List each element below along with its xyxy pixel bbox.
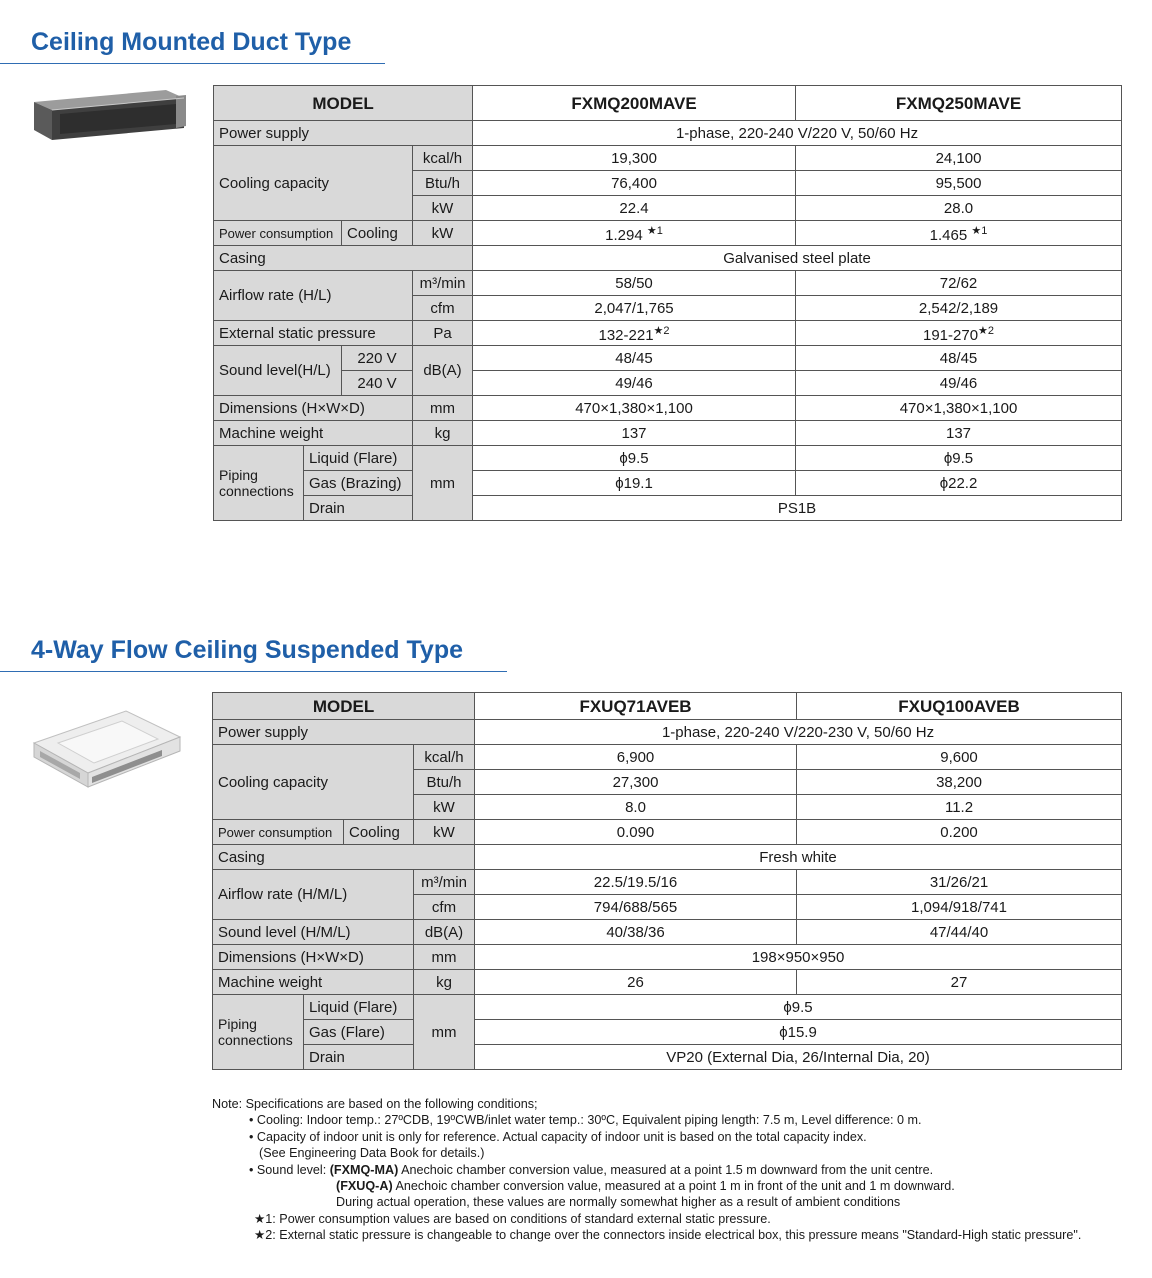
table-row-airflow-m3 [213, 870, 1122, 895]
section-title-suspended: 4-Way Flow Ceiling Suspended Type [31, 636, 463, 664]
cell-value: 1.294 $^{★1}$ [473, 221, 796, 246]
row-sublabel: 220 V [342, 346, 413, 371]
title-underline [0, 63, 385, 64]
note-capacity: • Capacity of indoor unit is only for reference. Actual capacity of indoor unit is based on the total capacity index. [249, 1129, 867, 1144]
cell-value: 49/46 [796, 371, 1122, 396]
unit-label: Pa [413, 321, 473, 346]
cell-value: 95,500 [796, 171, 1122, 196]
unit-label: cfm [414, 895, 475, 920]
table-row-power-supply [214, 121, 1122, 146]
cell-value: 1-phase, 220-240 V/220-230 V, 50/60 Hz [475, 720, 1122, 745]
unit-label: kW [413, 221, 473, 246]
row-label: Sound level(H/L) [214, 346, 342, 396]
row-sublabel: Gas (Brazing) [304, 471, 413, 496]
model-name: FXUQ71AVEB [475, 693, 797, 720]
cell-value: ϕ9.5 [473, 446, 796, 471]
table-row-airflow-m3 [214, 271, 1122, 296]
cell-value: 22.5/19.5/16 [475, 870, 797, 895]
cell-value: 31/26/21 [797, 870, 1122, 895]
cell-value: 22.4 [473, 196, 796, 221]
unit-label: kg [414, 970, 475, 995]
unit-label: mm [414, 995, 475, 1070]
unit-label: kcal/h [413, 146, 473, 171]
row-sublabel: Drain [304, 1045, 414, 1070]
cell-value: 137 [473, 421, 796, 446]
cell-value: 49/46 [473, 371, 796, 396]
cell-value: Galvanised steel plate [473, 246, 1122, 271]
cell-value: 19,300 [473, 146, 796, 171]
suspended-spec-table [212, 692, 1122, 1070]
table-row-power-consumption [214, 221, 1122, 246]
model-name: FXMQ200MAVE [473, 86, 796, 121]
cell-value: 1.465 $^{★1}$ [796, 221, 1122, 246]
model-name: FXMQ250MAVE [796, 86, 1122, 121]
row-label: External static pressure [214, 321, 413, 346]
cell-value: 137 [796, 421, 1122, 446]
cell-value: $191-270^{★2}$ [796, 321, 1122, 346]
cell-value: VP20 (External Dia, 26/Internal Dia, 20) [475, 1045, 1122, 1070]
unit-label: cfm [413, 296, 473, 321]
cell-value: ϕ9.5 [796, 446, 1122, 471]
cell-value: 40/38/36 [475, 920, 797, 945]
cell-value: PS1B [473, 496, 1122, 521]
row-sublabel: Gas (Flare) [304, 1020, 414, 1045]
table-row-dimensions [214, 396, 1122, 421]
cell-value: 26 [475, 970, 797, 995]
table-row-model [213, 693, 1122, 720]
row-label: Piping connections [213, 995, 304, 1070]
note-sound-fxuq: (FXUQ-A) Anechoic chamber conversion value, measured at a point 1 m in front of the unit and 1 m downward. [336, 1179, 955, 1194]
footnote-mark: ★1 [646, 224, 663, 237]
table-row-piping-gas [213, 1020, 1122, 1045]
table-row-piping-gas [214, 471, 1122, 496]
table-row-esp [214, 321, 1122, 346]
cell-value: 794/688/565 [475, 895, 797, 920]
row-sublabel: Drain [304, 496, 413, 521]
table-row-dimensions [213, 945, 1122, 970]
cell-value: ϕ15.9 [475, 1020, 1122, 1045]
table-row-sound [213, 920, 1122, 945]
cell-value: 38,200 [797, 770, 1122, 795]
unit-label: Btu/h [414, 770, 475, 795]
title-underline [0, 671, 507, 672]
row-sublabel: Cooling [342, 221, 413, 246]
row-label: Power supply [213, 720, 475, 745]
unit-label: kg [413, 421, 473, 446]
note-capacity-ref: (See Engineering Data Book for details.) [259, 1146, 485, 1161]
cell-value: 470×1,380×1,100 [796, 396, 1122, 421]
row-label: Casing [214, 246, 473, 271]
cell-value: 2,047/1,765 [473, 296, 796, 321]
row-label: Airflow rate (H/M/L) [213, 870, 414, 920]
row-label: Machine weight [213, 970, 414, 995]
cell-value: 11.2 [797, 795, 1122, 820]
row-label: Power supply [214, 121, 473, 146]
cell-value: 72/62 [796, 271, 1122, 296]
table-row-weight [214, 421, 1122, 446]
unit-label: kW [413, 196, 473, 221]
note-cooling: • Cooling: Indoor temp.: 27ºCDB, 19ºCWB/inlet water temp.: 30ºC, Equivalent piping length: 7.5 m, Level difference: 0 m. [249, 1113, 922, 1128]
note-header: Note: Specifications are based on the following conditions; [212, 1097, 538, 1111]
section-title-duct: Ceiling Mounted Duct Type [31, 28, 352, 56]
row-label: Machine weight [214, 421, 413, 446]
unit-label: m³/min [413, 271, 473, 296]
table-row-casing [214, 246, 1122, 271]
cell-value: ϕ22.2 [796, 471, 1122, 496]
table-row-piping-drain [213, 1045, 1122, 1070]
cell-value: 9,600 [797, 745, 1122, 770]
cell-value: 0.200 [797, 820, 1122, 845]
cell-value: 1,094/918/741 [797, 895, 1122, 920]
cell-value: ϕ19.1 [473, 471, 796, 496]
footnote-mark: ★2 [978, 324, 995, 337]
cell-value: 198×950×950 [475, 945, 1122, 970]
cell-value: 48/45 [473, 346, 796, 371]
cell-value: 47/44/40 [797, 920, 1122, 945]
row-sublabel: Liquid (Flare) [304, 995, 414, 1020]
unit-label: mm [413, 446, 473, 521]
cell-value: ϕ9.5 [475, 995, 1122, 1020]
cell-value: $132-221^{★2}$ [473, 321, 796, 346]
cell-value: 27,300 [475, 770, 797, 795]
row-label: Sound level (H/M/L) [213, 920, 414, 945]
model-header: MODEL [214, 86, 473, 121]
model-header: MODEL [213, 693, 475, 720]
row-label: Cooling capacity [213, 745, 414, 820]
footnote-mark: ★2 [653, 324, 670, 337]
row-label: Cooling capacity [214, 146, 413, 221]
note-star1: ★1: Power consumption values are based on conditions of standard external static pressure. [254, 1211, 771, 1226]
table-row-cooling-kcal [214, 146, 1122, 171]
table-row-piping-liquid [213, 995, 1122, 1020]
cell-value: 0.090 [475, 820, 797, 845]
unit-label: kW [414, 795, 475, 820]
cell-value: 24,100 [796, 146, 1122, 171]
table-row-weight [213, 970, 1122, 995]
unit-label: m³/min [414, 870, 475, 895]
unit-label: dB(A) [414, 920, 475, 945]
row-label: Power consumption [213, 820, 344, 845]
table-row-power-consumption [213, 820, 1122, 845]
table-row-piping-liquid [214, 446, 1122, 471]
cell-value: 48/45 [796, 346, 1122, 371]
cell-value: 6,900 [475, 745, 797, 770]
row-sublabel: 240 V [342, 371, 413, 396]
ceiling-suspended-unit-image [30, 707, 182, 789]
cell-value: 470×1,380×1,100 [473, 396, 796, 421]
note-star2: ★2: External static pressure is changeable to change over the connectors inside electrical box, this pressure means "Standard-High static pressure". [254, 1228, 1082, 1243]
duct-unit-image [30, 86, 188, 142]
model-name: FXUQ100AVEB [797, 693, 1122, 720]
unit-label: Btu/h [413, 171, 473, 196]
table-row-sound-220 [214, 346, 1122, 371]
unit-label: dB(A) [413, 346, 473, 396]
unit-label: mm [413, 396, 473, 421]
row-label: Piping connections [214, 446, 304, 521]
cell-value: 8.0 [475, 795, 797, 820]
cell-value: 58/50 [473, 271, 796, 296]
note-sound-fxmq: • Sound level: (FXMQ-MA) Anechoic chamber conversion value, measured at a point 1.5 m downward from the unit centre. [249, 1162, 934, 1177]
table-row-power-supply [213, 720, 1122, 745]
cell-value: Fresh white [475, 845, 1122, 870]
row-label: Airflow rate (H/L) [214, 271, 413, 321]
cell-value: 76,400 [473, 171, 796, 196]
notes-block [212, 1096, 1081, 1244]
duct-spec-table [213, 85, 1122, 521]
row-label: Dimensions (H×W×D) [213, 945, 414, 970]
note-sound-operation: During actual operation, these values are normally somewhat higher as a result of ambient conditions [336, 1195, 901, 1210]
cell-value: 1-phase, 220-240 V/220 V, 50/60 Hz [473, 121, 1122, 146]
row-label: Power consumption [214, 221, 342, 246]
table-row-cooling-kcal [213, 745, 1122, 770]
table-row-piping-drain [214, 496, 1122, 521]
table-row-sound-240 [214, 371, 1122, 396]
unit-label: mm [414, 945, 475, 970]
row-sublabel: Cooling [344, 820, 414, 845]
row-label: Dimensions (H×W×D) [214, 396, 413, 421]
table-row-casing [213, 845, 1122, 870]
cell-value: 2,542/2,189 [796, 296, 1122, 321]
cell-value: 28.0 [796, 196, 1122, 221]
row-sublabel: Liquid (Flare) [304, 446, 413, 471]
footnote-mark: ★1 [971, 224, 988, 237]
unit-label: kW [414, 820, 475, 845]
unit-label: kcal/h [414, 745, 475, 770]
cell-value: 27 [797, 970, 1122, 995]
row-label: Casing [213, 845, 475, 870]
table-row-model [214, 86, 1122, 121]
